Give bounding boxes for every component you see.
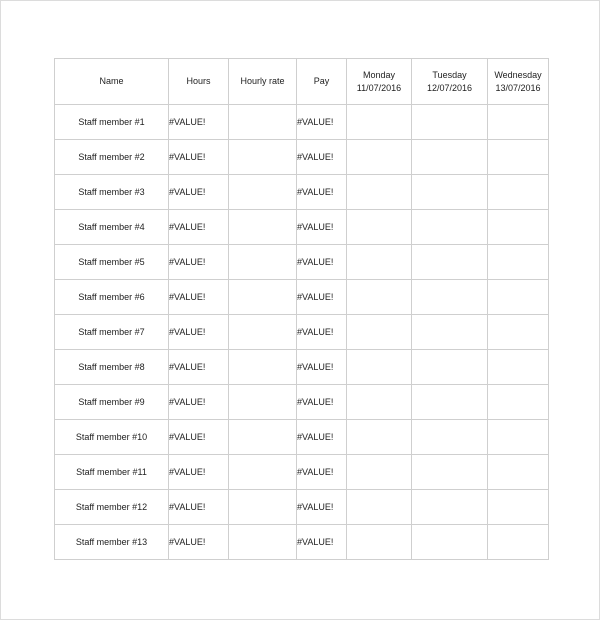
cell-hours[interactable]: #VALUE! bbox=[169, 525, 229, 560]
cell-hours[interactable]: #VALUE! bbox=[169, 280, 229, 315]
header-name: Name bbox=[55, 59, 169, 105]
cell-wednesday[interactable] bbox=[488, 490, 549, 525]
table-row bbox=[55, 105, 549, 140]
cell-tuesday[interactable] bbox=[412, 210, 488, 245]
cell-tuesday[interactable] bbox=[412, 420, 488, 455]
timesheet-table bbox=[54, 58, 549, 560]
cell-name[interactable]: Staff member #2 bbox=[55, 140, 169, 175]
cell-monday[interactable] bbox=[347, 455, 412, 490]
header-hours: Hours bbox=[169, 59, 229, 105]
cell-tuesday[interactable] bbox=[412, 350, 488, 385]
table-row bbox=[55, 315, 549, 350]
cell-hours[interactable]: #VALUE! bbox=[169, 315, 229, 350]
header-hourly-rate: Hourly rate bbox=[229, 59, 297, 105]
cell-hours[interactable]: #VALUE! bbox=[169, 210, 229, 245]
cell-hours[interactable]: #VALUE! bbox=[169, 420, 229, 455]
cell-name[interactable]: Staff member #12 bbox=[55, 490, 169, 525]
cell-monday[interactable] bbox=[347, 385, 412, 420]
cell-hourly-rate[interactable] bbox=[229, 525, 297, 560]
table-row bbox=[55, 210, 549, 245]
cell-hours[interactable]: #VALUE! bbox=[169, 490, 229, 525]
table-body bbox=[55, 105, 549, 560]
cell-tuesday[interactable] bbox=[412, 245, 488, 280]
cell-pay[interactable]: #VALUE! bbox=[297, 420, 347, 455]
header-pay: Pay bbox=[297, 59, 347, 105]
cell-hours[interactable]: #VALUE! bbox=[169, 385, 229, 420]
cell-wednesday[interactable] bbox=[488, 385, 549, 420]
cell-tuesday[interactable] bbox=[412, 140, 488, 175]
cell-pay[interactable]: #VALUE! bbox=[297, 455, 347, 490]
cell-monday[interactable] bbox=[347, 210, 412, 245]
cell-pay[interactable]: #VALUE! bbox=[297, 210, 347, 245]
cell-tuesday[interactable] bbox=[412, 315, 488, 350]
cell-pay[interactable]: #VALUE! bbox=[297, 350, 347, 385]
cell-monday[interactable] bbox=[347, 525, 412, 560]
cell-name[interactable]: Staff member #13 bbox=[55, 525, 169, 560]
cell-name[interactable]: Staff member #9 bbox=[55, 385, 169, 420]
cell-hours[interactable]: #VALUE! bbox=[169, 175, 229, 210]
cell-wednesday[interactable] bbox=[488, 105, 549, 140]
cell-pay[interactable]: #VALUE! bbox=[297, 140, 347, 175]
cell-wednesday[interactable] bbox=[488, 140, 549, 175]
header-tuesday-day: Tuesday bbox=[432, 69, 467, 80]
cell-name[interactable]: Staff member #4 bbox=[55, 210, 169, 245]
table-row bbox=[55, 350, 549, 385]
cell-hourly-rate[interactable] bbox=[229, 490, 297, 525]
cell-hours[interactable]: #VALUE! bbox=[169, 455, 229, 490]
cell-hours[interactable]: #VALUE! bbox=[169, 140, 229, 175]
cell-monday[interactable] bbox=[347, 420, 412, 455]
cell-wednesday[interactable] bbox=[488, 245, 549, 280]
cell-pay[interactable]: #VALUE! bbox=[297, 490, 347, 525]
cell-wednesday[interactable] bbox=[488, 455, 549, 490]
cell-monday[interactable] bbox=[347, 175, 412, 210]
cell-wednesday[interactable] bbox=[488, 525, 549, 560]
header-row bbox=[55, 59, 549, 105]
table-row bbox=[55, 420, 549, 455]
cell-hours[interactable]: #VALUE! bbox=[169, 105, 229, 140]
cell-wednesday[interactable] bbox=[488, 420, 549, 455]
table-row bbox=[55, 140, 549, 175]
table-row bbox=[55, 455, 549, 490]
header-monday-date: 11/07/2016 bbox=[356, 82, 402, 93]
cell-hourly-rate[interactable] bbox=[229, 420, 297, 455]
cell-hourly-rate[interactable] bbox=[229, 280, 297, 315]
cell-wednesday[interactable] bbox=[488, 280, 549, 315]
header-tuesday bbox=[412, 59, 488, 105]
cell-tuesday[interactable] bbox=[412, 525, 488, 560]
cell-hourly-rate[interactable] bbox=[229, 245, 297, 280]
cell-name[interactable]: Staff member #7 bbox=[55, 315, 169, 350]
cell-pay[interactable]: #VALUE! bbox=[297, 525, 347, 560]
cell-monday[interactable] bbox=[347, 490, 412, 525]
cell-tuesday[interactable] bbox=[412, 490, 488, 525]
cell-wednesday[interactable] bbox=[488, 210, 549, 245]
cell-wednesday[interactable] bbox=[488, 175, 549, 210]
table-row bbox=[55, 490, 549, 525]
cell-name[interactable]: Staff member #10 bbox=[55, 420, 169, 455]
cell-tuesday[interactable] bbox=[412, 175, 488, 210]
header-monday bbox=[347, 59, 412, 105]
cell-hourly-rate[interactable] bbox=[229, 105, 297, 140]
cell-pay[interactable]: #VALUE! bbox=[297, 175, 347, 210]
cell-hours[interactable]: #VALUE! bbox=[169, 245, 229, 280]
cell-hourly-rate[interactable] bbox=[229, 210, 297, 245]
cell-hours[interactable]: #VALUE! bbox=[169, 350, 229, 385]
cell-pay[interactable]: #VALUE! bbox=[297, 315, 347, 350]
cell-name[interactable]: Staff member #5 bbox=[55, 245, 169, 280]
cell-hourly-rate[interactable] bbox=[229, 350, 297, 385]
cell-tuesday[interactable] bbox=[412, 105, 488, 140]
table-row bbox=[55, 245, 549, 280]
table-row bbox=[55, 525, 549, 560]
header-wednesday-date: 13/07/2016 bbox=[495, 82, 541, 93]
cell-monday[interactable] bbox=[347, 140, 412, 175]
cell-hourly-rate[interactable] bbox=[229, 385, 297, 420]
cell-monday[interactable] bbox=[347, 245, 412, 280]
cell-monday[interactable] bbox=[347, 105, 412, 140]
header-monday-day: Monday bbox=[362, 69, 396, 80]
header-tuesday-date: 12/07/2016 bbox=[426, 82, 473, 93]
cell-pay[interactable]: #VALUE! bbox=[297, 385, 347, 420]
header-wednesday-day: Wednesday bbox=[494, 69, 542, 80]
cell-wednesday[interactable] bbox=[488, 315, 549, 350]
cell-name[interactable]: Staff member #3 bbox=[55, 175, 169, 210]
cell-name[interactable]: Staff member #11 bbox=[55, 455, 169, 490]
cell-monday[interactable] bbox=[347, 350, 412, 385]
table-row bbox=[55, 280, 549, 315]
cell-name[interactable]: Staff member #6 bbox=[55, 280, 169, 315]
header-wednesday bbox=[488, 59, 549, 105]
cell-tuesday[interactable] bbox=[412, 280, 488, 315]
table-row bbox=[55, 175, 549, 210]
table-row bbox=[55, 385, 549, 420]
cell-hourly-rate[interactable] bbox=[229, 175, 297, 210]
cell-monday[interactable] bbox=[347, 315, 412, 350]
cell-name[interactable]: Staff member #8 bbox=[55, 350, 169, 385]
cell-name[interactable]: Staff member #1 bbox=[55, 105, 169, 140]
cell-wednesday[interactable] bbox=[488, 350, 549, 385]
cell-pay[interactable]: #VALUE! bbox=[297, 245, 347, 280]
cell-tuesday[interactable] bbox=[412, 455, 488, 490]
cell-tuesday[interactable] bbox=[412, 385, 488, 420]
cell-pay[interactable]: #VALUE! bbox=[297, 280, 347, 315]
cell-hourly-rate[interactable] bbox=[229, 455, 297, 490]
cell-monday[interactable] bbox=[347, 280, 412, 315]
cell-hourly-rate[interactable] bbox=[229, 140, 297, 175]
cell-hourly-rate[interactable] bbox=[229, 315, 297, 350]
cell-pay[interactable]: #VALUE! bbox=[297, 105, 347, 140]
